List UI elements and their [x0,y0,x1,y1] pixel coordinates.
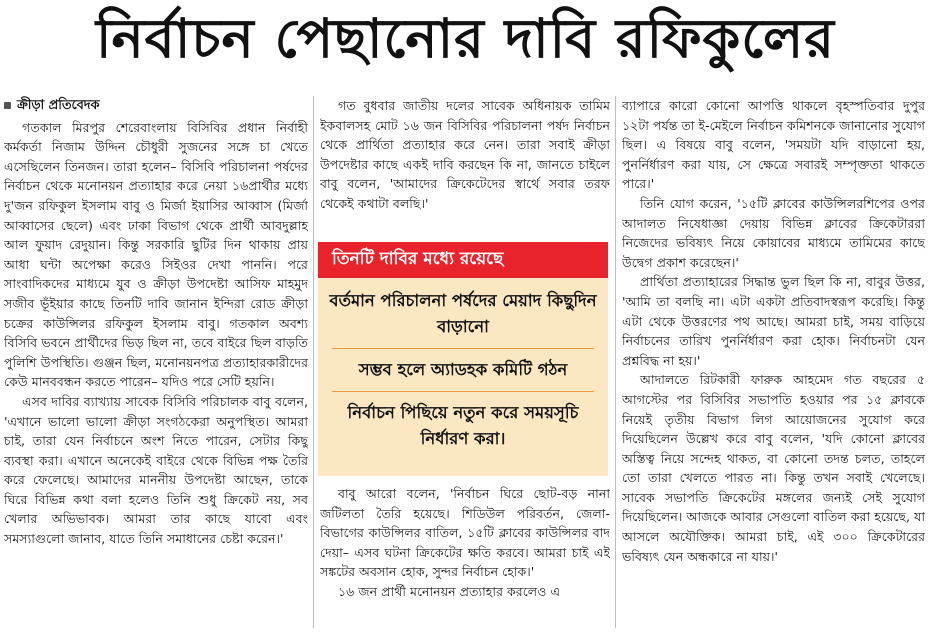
article-column-1 [4,96,308,630]
demand-item: নির্বাচন পিছিয়ে নতুন করে সময়সূচি নির্ধারণ করা। [347,403,579,448]
bullet-icon [4,102,11,109]
paragraph: প্রার্থিতা প্রত্যাহারের সিদ্ধান্ত ভুল ছিল কি না, বাবুর উত্তর, 'আমি তা বলছি না। এটা একটা প্রতিবাদস্বরূপ করেছি। কিন্তু এটা থেকে উত্তরণের পথ আছে। আমরা চাই, সময় বাড়িয়ে নির্বাচনের তারিখ পুনর্নির্ধারণ করা হোক। নির্বাচনটা যেন প্রশ্নবিদ্ধ না হয়।' [622,274,925,368]
divider [332,348,594,349]
demands-box-header: তিনটি দাবির মধ্যে রয়েছে [318,242,608,278]
paragraph: আদালতে রিটকারী ফারুক আহমেদ গত বছরের ৫ আগস্টের পর বিসিবির সভাপতি হওয়ার পর ১৫ ক্লাবকে নিয়েই তৃতীয় বিভাগ লিগ আয়োজনের সুযোগ করে দিয়েছিলেন উল্লেখ করে বাবু বলেন, 'যদি কোনো ক্লাবের অস্তিত্ব নিয়ে সন্দেহ থাকত, বা কোনো তদন্ত চলত, তাহলে তো তারা খেলতে পারত না। কিন্তু তখন সবাই খেলেছে। সাবেক সভাপতি ক্রিকেটের মঙ্গলের জন্যই সেই সুযোগ দিয়েছিলেন। আজকে আবার সেগুলো বাতিল করা হয়েছে, যা আসলে অযৌক্তিক। আমরা চাই, এই ৩০০ ক্রিকেটারের ভবিষ্যৎ যেন অন্ধকারে না যায়।' [622,372,925,564]
article-column-2-top [320,96,610,236]
paragraph: এসব দাবির ব্যাখ্যায় সাবেক বিসিবি পরিচালক বাবু বলেন, 'এখানে ভালো ভালো ক্রীড়া সংগঠকেরা অনুপস্থিত। আমরা চাই, তারা যেন নির্বাচনে অংশ নিতে পারেন, সেটার কিছু ব্যবস্থা করা। এখানে অনেকেই বাইরে থেকে বিভিন্ন পক্ষ তৈরি করে ফেলেছে। আমাদের মাননীয় উপদেষ্টা আছেন, তাকে ঘিরে বিভিন্ন কথা বলা হলেও তিনি শুধু ক্রিকেট নয়, সব খেলার অভিভাবক। আমরা তার কাছে যাবো এবং সমস্যাগুলো জানাব, যাতে তিনি সমাধানের চেষ্টা করেন।' [4,393,308,547]
paragraph: ১৬ জন প্রার্থী মনোনয়ন প্রত্যাহার করলেও এ [338,583,561,599]
divider [332,391,594,392]
column-divider [615,96,616,628]
headline: নির্বাচন পেছানোর দাবি রফিকুলের [96,7,835,70]
paragraph: ব্যাপারে কারো কোনো আপত্তি থাকলে বৃহস্পতিবার দুপুর ১২টা পর্যন্ত তা ই-মেইলে নির্বাচন কমিশনকে জানানোর সুযোগ ছিল। এ বিষয়ে বাবু বলেন, 'সময়টা যদি বাড়ানো হয়, পুনর্নির্ধারণ করা যায়, সে ক্ষেত্রে সবারই সম্পৃক্ততা থাকতে পারে।' [622,98,925,192]
demand-item: বর্তমান পরিচালনা পর্ষদের মেয়াদ কিছুদিন বাড়ানো [329,291,597,336]
demand-item: সম্ভব হলে অ্যাডহক কমিটি গঠন [358,360,568,379]
demands-box [318,242,608,476]
paragraph: গত বুধবার জাতীয় দলের সাবেক অধিনায়ক তামিম ইকবালসহ মোট ১৬ জন বিসিবির পরিচালনা পর্ষদ নির্বাচন থেকে প্রার্থিতা প্রত্যাহার করে নেন। তারা সবাই ক্রীড়া উপদেষ্টার কাছে একই দাবি করছেন কি না, জানতে চাইলে বাবু বলেন, 'আমাদের ক্রিকেটেদের স্বার্থে সবার তরফ থেকেই কথাটা বলছি।' [320,98,610,211]
article-column-3 [622,96,925,630]
paragraph: গতকাল মিরপুর শেরেবাংলায় বিসিবির প্রধান নির্বাহী কর্মকর্তা নিজাম উদ্দিন চৌধুরী সুজনের সঙ্গে চা খেতে এসেছিলেন তিনজন। তারা হলেন– বিসিবি পরিচালনা পর্ষদের নির্বাচন থেকে মনোনয়ন প্রত্যাহার করে নেয়া ১৬প্রার্থীর মধ্যে দু'জন রফিকুল ইসলাম বাবু ও মির্জা ইয়াসির আব্বাস (মির্জা আব্বাসের ছেলে) এবং ঢাকা বিভাগ থেকে প্রার্থী আবদুল্লাহ আল ফুয়াদ রেদুয়ান। কিন্তু সরকারি ছুটির দিন থাকায় প্রায় আধা ঘন্টা অপেক্ষা করেও সিইওর দেখা পাননি। পরে সাংবাদিকদের মাধ্যমে যুব ও ক্রীড়া উপদেষ্টা আসিফ মাহমুদ সজীব ভূঁইয়ার কাছে তিনটি দাবি জানান ইন্দিরা রোড ক্রীড়া চক্রের কাউন্সিলর রফিকুল ইসলাম বাবু। গতকাল অবশ্য বিসিবি ভবনে প্রার্থীদের ভিড় ছিল না, তবে বাইরে ছিল বাড়তি পুলিশি উপস্থিতি। গুঞ্জন ছিল, মনোনয়নপত্র প্রত্যাহারকারীদের কেউ মানববন্ধন করতে পারেন– যদিও পরে সেটি হয়নি। [4,119,308,390]
byline-text: ক্রীড়া প্রতিবেদক [17,98,100,113]
byline [4,96,308,116]
paragraph: বাবু আরো বলেন, 'নির্বাচন ঘিরে ছোট-বড় নানা জটিলতা তৈরি হয়েছে। শিডিউল পরিবর্তন, জেলা-বিভাগের কাউন্সিলর বাতিল, ১৫টি ক্লাবের কাউন্সিলর বাদ দেয়া– এসব ঘটনা ক্রিকেটের ক্ষতি করবে। আমরা চাই এই সঙ্কটের অবসান হোক, সুন্দর নির্বাচন হোক।' [320,486,610,580]
article-column-2-bottom [320,484,610,630]
paragraph: তিনি যোগ করেন, '১৫টি ক্লাবের কাউন্সিলরশিপের ওপর আদালত নিষেধাজ্ঞা দেয়ায় বিভিন্ন ক্লাবের ক্রিকেটাররা নিজেদের ভবিষ্যৎ নিয়ে কোয়াবের মাধ্যমে তামিমের কাছে উদ্বেগ প্রকাশ করেছেন।' [622,195,925,270]
column-divider [313,96,314,628]
